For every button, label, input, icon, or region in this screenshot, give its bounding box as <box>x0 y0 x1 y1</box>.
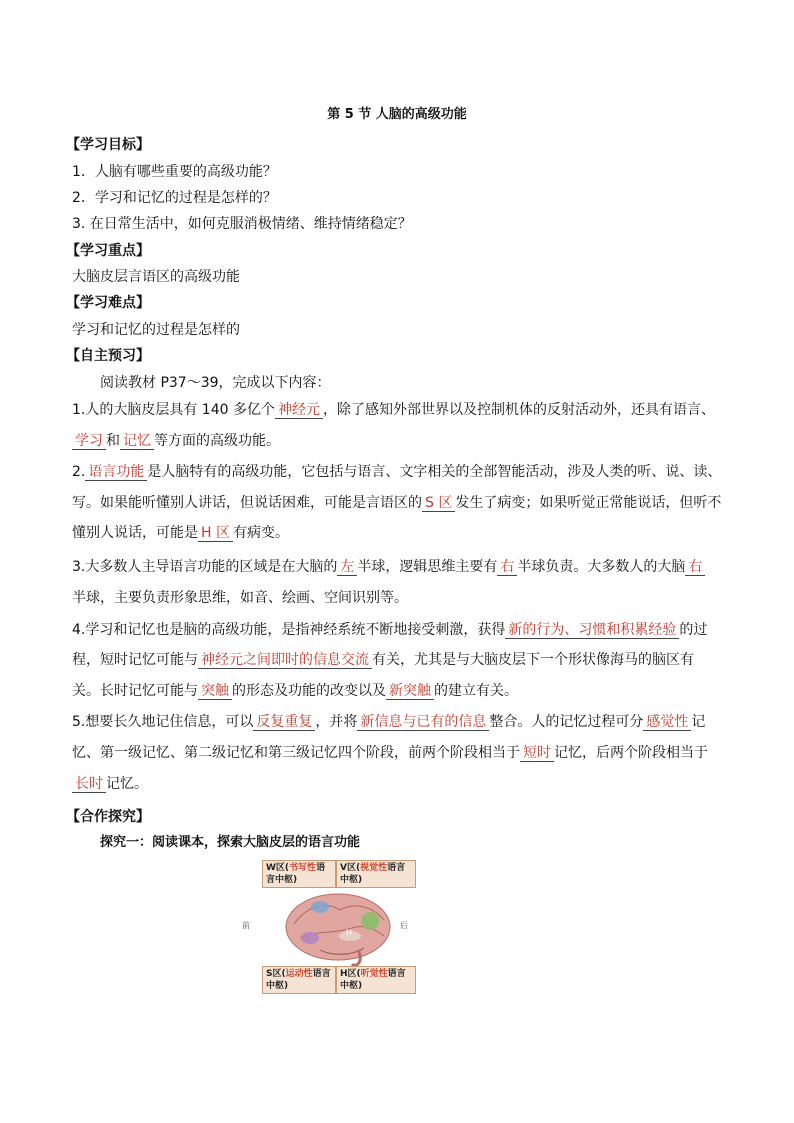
q1-line-1: 1.人的大脑皮层具有 140 多亿个 神经元 ，除了感知外部世界以及控制机体的反射活动外，还具有语言、 <box>72 402 715 418</box>
answer-blank: 反复重复 <box>253 714 315 731</box>
q2-line-2: 写。如果能听懂别人讲话，但说话困难，可能是言语区的 S 区 发生了病变；如果听觉正常能说话，但听不 <box>72 495 722 511</box>
answer-blank: 学习 <box>72 433 106 450</box>
goal-item-3: 3. 在日常生活中，如何克服消极情绪、维持情绪稳定？ <box>72 216 412 232</box>
explore-1-heading: 探究一：阅读课本，探索大脑皮层的语言功能 <box>100 835 361 850</box>
answer-blank: 神经元 <box>275 402 323 419</box>
answer-blank: 新信息与已有的信息 <box>357 714 489 731</box>
section-goal: 【学习目标】 <box>66 137 150 153</box>
answer-blank: 右 <box>685 559 705 576</box>
answer-blank: S 区 <box>422 495 455 512</box>
q5-line-2: 忆、第一级记忆、第二级记忆和第三级记忆四个阶段，前两个阶段相当于 短时 记忆，后两个阶段相当于 <box>72 745 708 761</box>
q2-line-1: 2. 语言功能 是人脑特有的高级功能，它包括与语言、文字相关的全部智能活动，涉及人类的听、说、读、 <box>72 464 722 480</box>
key-text: 大脑皮层言语区的高级功能 <box>72 269 240 285</box>
front-label: 前 <box>242 921 250 930</box>
q5-line-1: 5.想要长久地记住信息，可以 反复重复 ，并将 新信息与已有的信息 整合。人的记忆过程可分 感觉性 记 <box>72 714 706 730</box>
answer-blank: 记忆 <box>120 433 154 450</box>
brain-language-area-figure <box>242 858 416 996</box>
answer-blank: 短时 <box>520 745 554 762</box>
preview-intro: 阅读教材 P37～39，完成以下内容： <box>100 375 331 391</box>
difficulty-text: 学习和记忆的过程是怎样的 <box>72 322 240 338</box>
answer-blank: 新突触 <box>386 683 434 700</box>
back-label: 后 <box>400 921 408 930</box>
answer-blank: 语言功能 <box>85 464 147 481</box>
q5-line-3: 长时 记忆。 <box>72 773 732 795</box>
answer-blank: 右 <box>497 559 517 576</box>
goal-item-2: 2．学习和记忆的过程是怎样的？ <box>72 190 277 206</box>
goal-item-1: 1．人脑有哪些重要的高级功能？ <box>72 164 277 180</box>
section-difficulty: 【学习难点】 <box>66 295 150 311</box>
answer-blank: 新的行为、习惯和积累经验 <box>505 622 679 639</box>
q3-line-1: 3.大多数人主导语言功能的区域是在大脑的 左 半球，逻辑思维主要有 右 半球负责。大多数人的大脑 右 <box>72 556 732 578</box>
answer-blank: 神经元之间即时的信息交流 <box>198 652 372 669</box>
q4-line-2: 程，短时记忆可能与 神经元之间即时的信息交流 有关，尤其是与大脑皮层下一个形状像海马的脑区有 <box>72 652 694 668</box>
page-title: 第 5 节 人脑的高级功能 <box>327 107 467 122</box>
h-mark: H <box>346 928 353 937</box>
answer-blank: H 区 <box>198 525 233 542</box>
h-area-label: H区(听觉性语言中枢) <box>336 966 416 994</box>
q2-line-3: 懂别人说话，可能是 H 区 有病变。 <box>72 525 289 541</box>
answer-blank: 突触 <box>198 683 232 700</box>
q3-line-2: 半球，主要负责形象思维，如音、绘画、空间识别等。 <box>72 590 408 606</box>
q4-line-3: 关。长时记忆可能与 突触 的形态及功能的改变以及 新突触 的建立有关。 <box>72 683 518 699</box>
q1-line-2: 学习 和 记忆 等方面的高级功能。 <box>72 430 732 452</box>
answer-blank: 感觉性 <box>643 714 691 731</box>
w-area-label: W区(书写性语言中枢) <box>262 860 336 888</box>
section-coop: 【合作探究】 <box>66 809 150 825</box>
s-area-label: S区(运动性语言中枢) <box>262 966 336 994</box>
section-key: 【学习重点】 <box>66 243 150 259</box>
v-area-label: V区(视觉性语言中枢) <box>336 860 416 888</box>
answer-blank: 左 <box>337 559 357 576</box>
section-preview: 【自主预习】 <box>66 348 150 364</box>
q4-line-1: 4.学习和记忆也是脑的高级功能，是指神经系统不断地接受刺激，获得 新的行为、习惯和积累经验 的过 <box>72 622 708 638</box>
answer-blank: 长时 <box>72 776 106 793</box>
